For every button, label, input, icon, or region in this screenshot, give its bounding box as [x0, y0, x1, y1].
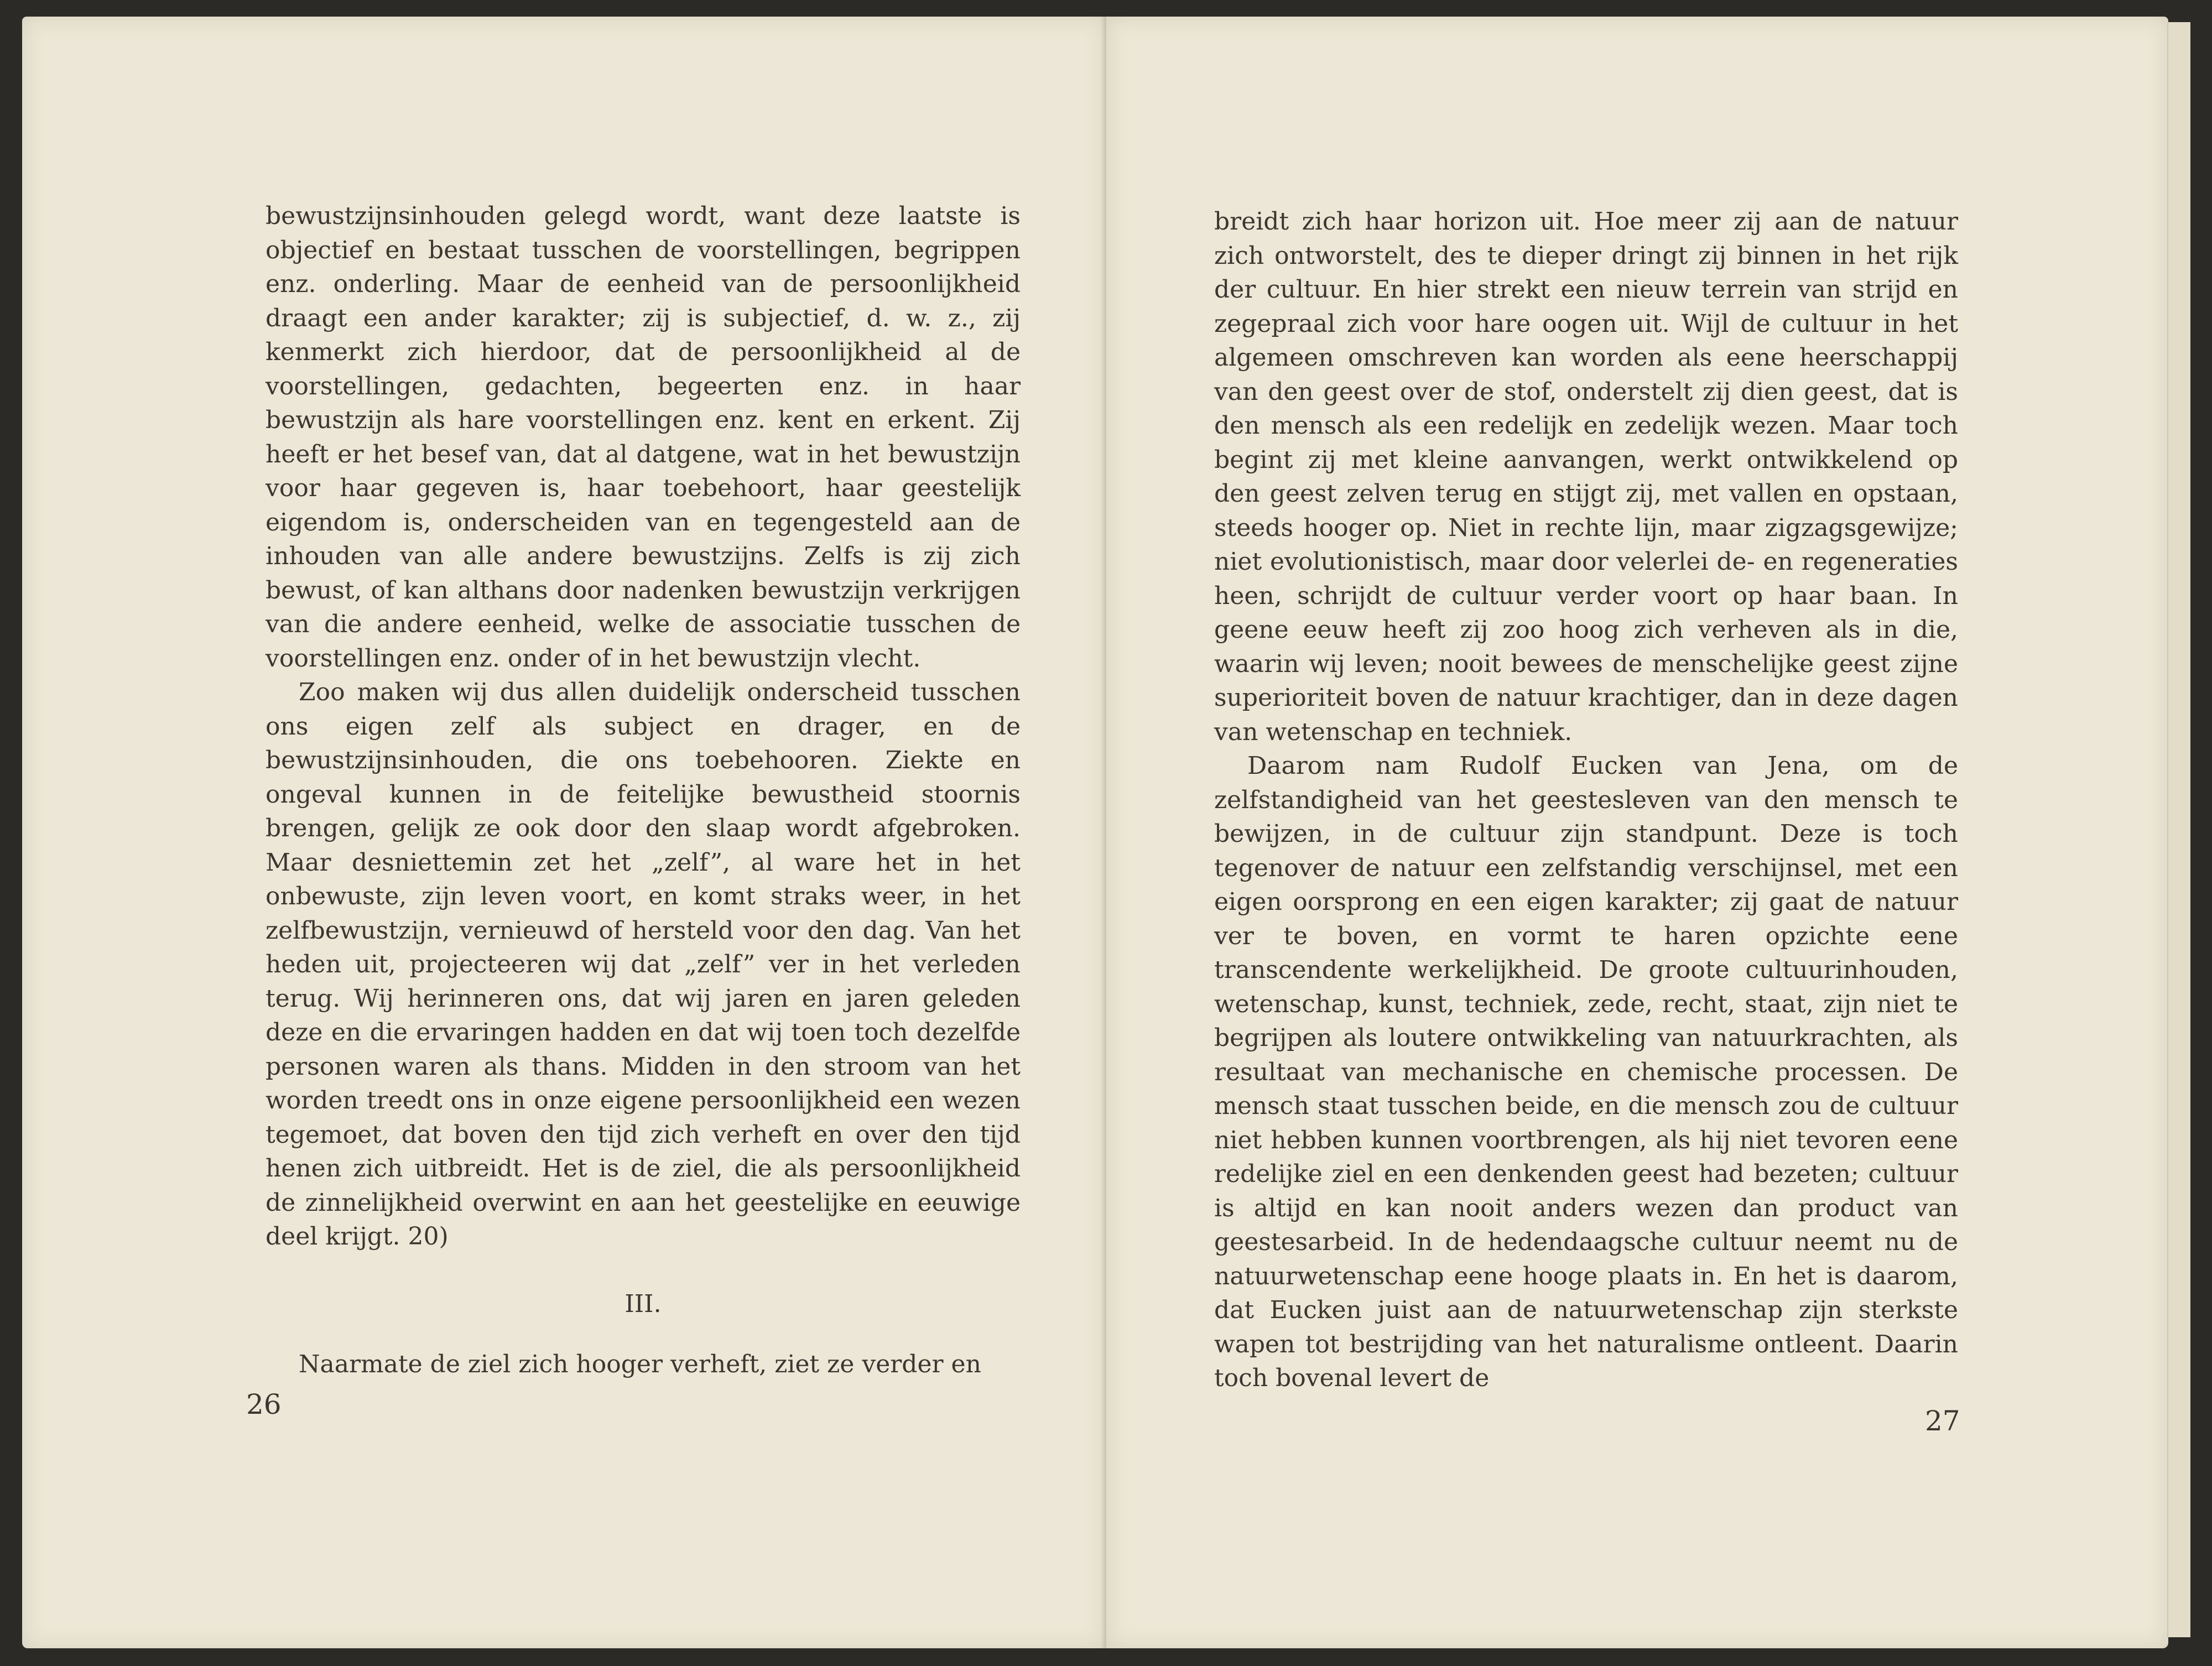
left-page-body	[266, 199, 1021, 1382]
left-paragraph-2: Zoo maken wij dus allen duidelijk onderscheid tusschen ons eigen zelf als subject en drager, en de bewustzijnsinhouden, die ons toebehooren. Ziekte en ongeval kunnen in de feitelijke bewustheid stoornis brengen, gelijk ze ook door den slaap wordt afgebroken. Maar desniettemin zet het „zelf”, al ware het in het onbewuste, zijn leven voort, en komt straks weer, in het zelfbewustzijn, vernieuwd of hersteld voor den dag. Van het heden uit, projecteeren wij dat „zelf” ver in het verleden terug. Wij herinneren ons, dat wij jaren en jaren geleden deze en die ervaringen hadden en dat wij toen toch dezelfde personen waren als thans. Midden in den stroom van het worden treedt ons in onze eigene persoonlijkheid een wezen tegemoet, dat boven den tijd zich verheft en over den tijd henen zich uitbreidt. Het is de ziel, die als persoonlijkheid de zinnelijkheid overwint en aan het geestelijke en eeuwige deel krijgt. 20)	[266, 678, 1021, 1251]
page-number-right: 27	[1925, 1405, 1960, 1437]
right-paragraph-1: breidt zich haar horizon uit. Hoe meer zij aan de natuur zich ontworstelt, des te dieper dringt zij binnen in het rijk der cultuur. En hier strekt een nieuw terrein van strijd en zegepraal zich voor hare oogen uit. Wijl de cultuur in het algemeen omschreven kan worden als eene heerschappij van den geest over de stof, onderstelt zij dien geest, dat is den mensch als een redelijk en zedelijk wezen. Maar toch begint zij met kleine aanvangen, werkt ontwikkelend op den geest zelven terug en stijgt zij, met vallen en opstaan, steeds hooger op. Niet in rechte lijn, maar zigzagsgewijze; niet evolutionistisch, maar door velerlei de- en regeneraties heen, schrijdt de cultuur verder voort op haar baan. In geene eeuw heeft zij zoo hoog zich verheven als in die, waarin wij leven; nooit bewees de menschelijke geest zijne superioriteit boven de natuur krachtiger, dan in deze dagen van wetenschap en techniek.	[1214, 207, 1958, 746]
left-paragraph-1: bewustzijnsinhouden gelegd wordt, want deze laatste is objectief en bestaat tusschen de voorstellingen, begrippen enz. onderling. Maar de eenheid van de persoonlijkheid draagt een ander karakter; zij is subjectief, d. w. z., zij kenmerkt zich hierdoor, dat de persoonlijkheid al de voorstellingen, gedachten, begeerten enz. in haar bewustzijn als hare voorstellingen enz. kent en erkent. Zij heeft er het besef van, dat al datgene, wat in het bewustzijn voor haar gegeven is, haar toebehoort, haar geestelijk eigendom is, onderscheiden van en tegengesteld aan de inhouden van alle andere bewustzijns. Zelfs is zij zich bewust, of kan althans door nadenken bewustzijn verkrijgen van die andere eenheid, welke de associatie tusschen de voorstellingen enz. onder of in het bewustzijn vlecht.	[266, 202, 1021, 673]
right-page	[1106, 17, 2168, 1648]
right-paragraph-2: Daarom nam Rudolf Eucken van Jena, om de zelfstandigheid van het geestesleven van den mensch te bewijzen, in de cultuur zijn standpunt. Deze is toch tegenover de natuur een zelfstandig verschijnsel, met een eigen oorsprong en een eigen karakter; zij gaat de natuur ver te boven, en vormt te haren opzichte eene transcendente werkelijkheid. De groote cultuurinhouden, wetenschap, kunst, techniek, zede, recht, staat, zijn niet te begrijpen als loutere ontwikkeling van natuurkrachten, als resultaat van mechanische en chemische processen. De mensch staat tusschen beide, en die mensch zou de cultuur niet hebben kunnen voortbrengen, als hij niet tevoren eene redelijke ziel en een denkenden geest had bezeten; cultuur is altijd en kan nooit anders wezen dan product van geestesarbeid. In de hedendaagsche cultuur neemt nu de natuurwetenschap eene hooge plaats in. En het is daarom, dat Eucken juist aan de natuurwetenschap zijn sterkste wapen tot bestrijding van het naturalisme ontleent. Daarin toch bovenal levert de	[1214, 752, 1958, 1392]
left-paragraph-3: Naarmate de ziel zich hooger verheft, ziet ze verder en	[299, 1350, 981, 1378]
left-page	[22, 17, 1106, 1648]
right-page-body	[1214, 205, 1958, 1396]
page-number-left: 26	[246, 1388, 282, 1420]
section-heading: III.	[624, 1289, 662, 1318]
